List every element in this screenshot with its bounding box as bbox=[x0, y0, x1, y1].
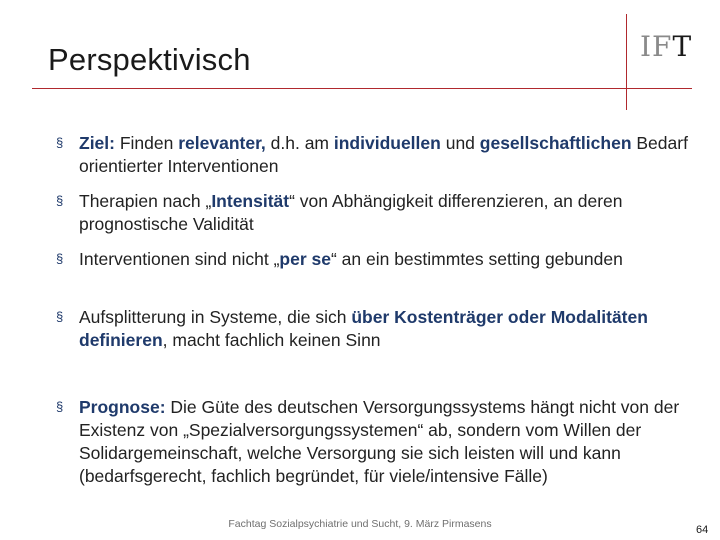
bullet-text bbox=[79, 132, 696, 178]
bullet-text bbox=[79, 248, 696, 271]
bullet-segment: Bedarf orientierter Interventionen bbox=[79, 133, 688, 176]
bullet-emphasis: relevanter, bbox=[178, 133, 266, 153]
bullet-item-4 bbox=[56, 306, 696, 352]
bullet-segment: Die Güte des deutschen Versorgungssystems hängt nicht von der Existenz von „Spezialversorgungssystemen“ ab, sondern vom Willen der Solidargemeinschaft, welche Versorgung sie sich leisten will und kann (bedarfsgerecht, fachlich begründet, für viele/intensive Fälle) bbox=[79, 397, 680, 486]
bullet-item-5 bbox=[56, 396, 696, 488]
bullet-emphasis: Ziel: bbox=[79, 133, 115, 153]
bullet-segment: d.h. am bbox=[265, 133, 334, 153]
bullet-emphasis: Prognose: bbox=[79, 397, 166, 417]
bullet-marker: § bbox=[56, 399, 64, 414]
bullet-emphasis: per se bbox=[279, 249, 331, 269]
bullet-text bbox=[79, 306, 696, 352]
bullet-item-2 bbox=[56, 190, 696, 236]
bullet-segment: , macht fachlich keinen Sinn bbox=[162, 330, 381, 350]
bullet-emphasis: gesellschaftlichen bbox=[479, 133, 632, 153]
logo-part-if: IF bbox=[640, 30, 673, 63]
bullet-item-3 bbox=[56, 248, 696, 271]
logo-divider bbox=[626, 14, 627, 110]
page-number: 64 bbox=[696, 524, 709, 536]
bullet-item-1 bbox=[56, 132, 696, 178]
bullet-segment: “ an ein bestimmtes setting gebunden bbox=[330, 249, 623, 269]
page-title: Perspektivisch bbox=[48, 42, 251, 77]
bullet-segment: Finden bbox=[114, 133, 179, 153]
bullet-marker: § bbox=[56, 251, 64, 266]
bullet-emphasis: über Kostenträger oder Modalitäten definieren bbox=[79, 307, 648, 350]
bullet-marker: § bbox=[56, 135, 64, 150]
bullet-segment: Therapien nach „ bbox=[79, 191, 212, 211]
ift-logo bbox=[640, 30, 692, 63]
bullet-emphasis: individuellen bbox=[333, 133, 441, 153]
logo-part-t: T bbox=[672, 30, 693, 63]
bullet-marker: § bbox=[56, 193, 64, 208]
bullet-segment: “ von Abhängigkeit differenzieren, an deren prognostische Validität bbox=[79, 191, 623, 234]
bullet-segment: und bbox=[440, 133, 480, 153]
bullet-text bbox=[79, 190, 696, 236]
footer-text: Fachtag Sozialpsychiatrie und Sucht, 9. März Pirmasens bbox=[228, 518, 492, 530]
bullet-emphasis: Intensität bbox=[211, 191, 290, 211]
bullet-marker: § bbox=[56, 309, 64, 324]
bullet-text bbox=[79, 396, 696, 488]
bullet-segment: Aufsplitterung in Systeme, die sich bbox=[79, 307, 352, 327]
bullet-segment: Interventionen sind nicht „ bbox=[79, 249, 280, 269]
title-underline bbox=[32, 88, 692, 89]
